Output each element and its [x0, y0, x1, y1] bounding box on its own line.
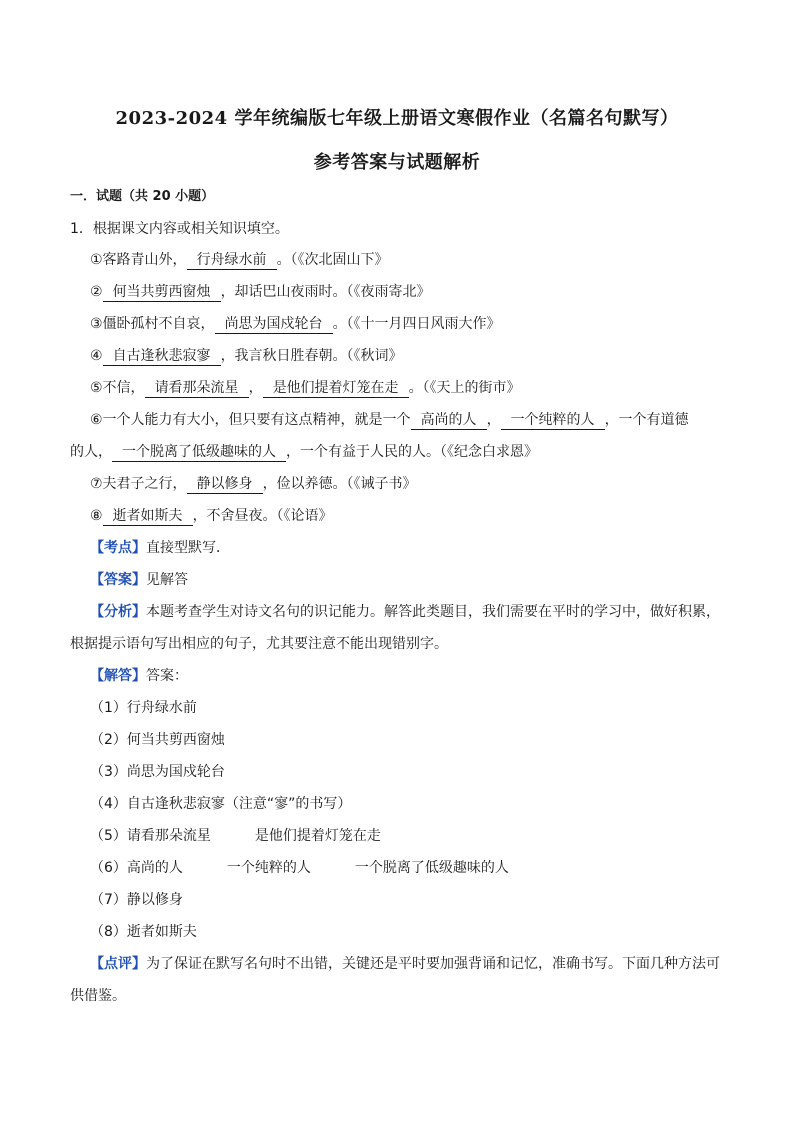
item-text: ，却话巴山夜雨时。（《夜雨寄北》 — [220, 284, 431, 300]
answer-number: （4） — [90, 796, 127, 812]
item-text: ⑤不信， — [90, 380, 145, 396]
document-subtitle: 参考答案与试题解析 — [313, 152, 481, 173]
kaodian-row — [90, 538, 230, 558]
answer-number: （8） — [90, 924, 127, 940]
item-text: 。（《天上的街市》 — [408, 380, 521, 396]
answer-blank: 自古逢秋悲寂寥 — [103, 348, 221, 366]
answer-number: （2） — [90, 732, 127, 748]
item-text: ①客路青山外， — [90, 252, 187, 268]
answer-text: 逝者如斯夫 — [126, 924, 197, 940]
answer-line-8 — [90, 922, 197, 942]
answer-text: 自古逢秋悲寂寥（注意“寥”的书写） — [126, 796, 352, 812]
daan-text: 见解答 — [146, 572, 188, 588]
item-8 — [90, 506, 333, 526]
item-2 — [90, 282, 431, 302]
answer-blank: 行舟绿水前 — [187, 252, 277, 270]
item-text: ⑧ — [90, 508, 103, 524]
answer-blank: 高尚的人 — [411, 412, 487, 430]
answer-blank: 尚思为国戍轮台 — [215, 316, 333, 334]
answer-blank: 是他们提着灯笼在走 — [263, 380, 409, 398]
jieda-text: 答案： — [146, 668, 188, 684]
answer-text: 行舟绿水前 — [126, 700, 197, 716]
section-heading: 一．试题（共 20 小题） — [70, 189, 215, 204]
item-text: ，一个有益于人民的人。（《纪念白求恩》 — [286, 444, 538, 460]
answer-blank: 请看那朵流星 — [145, 380, 249, 398]
fenxi-tag: 【分析】 — [90, 604, 146, 620]
answer-line-7 — [90, 890, 183, 910]
answer-line-4 — [90, 794, 351, 814]
jieda-row — [90, 666, 188, 686]
answer-blank: 一个脱离了低级趣味的人 — [112, 444, 286, 462]
item-text: 。（《十一月四日风雨大作》 — [332, 316, 501, 332]
item-6-cont — [70, 442, 538, 462]
item-text: ④ — [90, 348, 103, 364]
answer-line-5 — [90, 826, 381, 846]
answer-line-3 — [90, 762, 225, 782]
dianping-row — [90, 954, 720, 974]
answer-text: 尚思为国戍轮台 — [126, 764, 225, 780]
answer-number: （6） — [90, 860, 127, 876]
dianping-tag: 【点评】 — [90, 956, 146, 972]
dianping-text: 为了保证在默写名句时不出错，关键还是平时要加强背诵和记忆，准确书写。下面几种方法可 — [146, 956, 720, 972]
daan-tag: 【答案】 — [90, 572, 146, 588]
kaodian-text: 直接型默写． — [146, 540, 230, 556]
kaodian-tag: 【考点】 — [90, 540, 146, 556]
fenxi-row-cont: 根据提示语句写出相应的句子，尤其要注意不能出现错别字。 — [70, 636, 448, 652]
item-text: ， — [248, 380, 263, 396]
fenxi-text: 本题考查学生对诗文名句的识记能力。解答此类题目，我们需要在平时的学习中，做好积累， — [146, 604, 720, 620]
item-text: ② — [90, 284, 103, 300]
item-4 — [90, 346, 403, 366]
item-text: 的人， — [70, 444, 112, 460]
item-text: ，俭以养德。（《诫子书》 — [262, 476, 417, 492]
daan-row — [90, 570, 188, 590]
answer-text: 一个纯粹的人 — [226, 860, 311, 876]
item-text: ⑦夫君子之行， — [90, 476, 187, 492]
item-3 — [90, 314, 501, 334]
item-text: ⑥一个人能力有大小，但只要有这点精神，就是一个 — [90, 412, 411, 428]
answer-line-2 — [90, 730, 225, 750]
answer-number: （7） — [90, 892, 127, 908]
answer-blank: 一个纯粹的人 — [501, 412, 605, 430]
answer-text: 是他们提着灯笼在走 — [254, 828, 381, 844]
answer-text: 高尚的人 — [126, 860, 183, 876]
item-1 — [90, 250, 389, 270]
jieda-tag: 【解答】 — [90, 668, 146, 684]
answer-blank: 静以修身 — [187, 476, 263, 494]
item-text: ， — [486, 412, 501, 428]
answer-number: （1） — [90, 700, 127, 716]
item-5 — [90, 378, 521, 398]
answer-number: （5） — [90, 828, 127, 844]
answer-text: 请看那朵流星 — [126, 828, 211, 844]
answer-line-6 — [90, 858, 509, 878]
answer-blank: 何当共剪西窗烛 — [103, 284, 221, 302]
answer-blank: 逝者如斯夫 — [103, 508, 193, 526]
answer-text: 一个脱离了低级趣味的人 — [354, 860, 509, 876]
dianping-row-cont: 供借鉴。 — [70, 988, 126, 1004]
answer-number: （3） — [90, 764, 127, 780]
item-text: ，一个有道德 — [604, 412, 689, 428]
item-text: 。（《次北固山下》 — [276, 252, 389, 268]
item-7 — [90, 474, 417, 494]
answer-text: 何当共剪西窗烛 — [126, 732, 225, 748]
item-text: ，不舍昼夜。（《论语》 — [192, 508, 333, 524]
document-title: 2023-2024 学年统编版七年级上册语文寒假作业（名篇名句默写） — [115, 108, 679, 129]
item-text: ③僵卧孤村不自哀， — [90, 316, 215, 332]
question-stem: 1．根据课文内容或相关知识填空。 — [70, 221, 289, 237]
fenxi-row — [90, 602, 720, 622]
item-text: ，我言秋日胜春朝。（《秋词》 — [220, 348, 403, 364]
item-6 — [90, 410, 689, 430]
answer-line-1 — [90, 698, 197, 718]
answer-text: 静以修身 — [126, 892, 183, 908]
